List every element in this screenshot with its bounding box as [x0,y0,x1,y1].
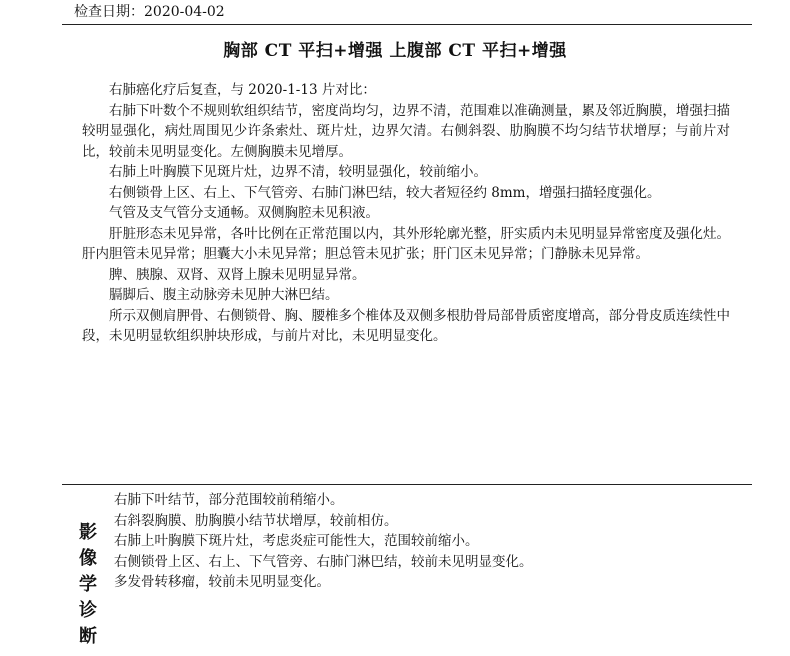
findings-paragraph: 肝脏形态未见异常，各叶比例在正常范围以内，其外形轮廓光整，肝实质内未见明显异常密度及强化灶。肝内胆管未见异常；胆囊大小未见异常；胆总管未见扩张；肝门区未见异常；门静脉未见异常。 [82,225,730,262]
section-divider [62,484,752,485]
findings-paragraph: 所示双侧肩胛骨、右侧锁骨、胸、腰椎多个椎体及双侧多根肋骨局部骨质密度增高，部分骨皮质连续性中段，未见明显软组织肿块形成，与前片对比，未见明显变化。 [82,307,730,344]
diagnosis-line: 右肺下叶结节，部分范围较前稍缩小。 [114,492,344,508]
findings-paragraph: 右肺癌化疗后复查，与 2020-1-13 片对比： [109,82,376,98]
diagnosis-label-char: 诊 [79,600,97,621]
findings-paragraph: 右肺上叶胸膜下见斑片灶，边界不清，较明显强化，较前缩小。 [109,164,487,180]
exam-date: 检查日期：2020-04-02 [74,4,225,20]
diagnosis-label-char: 断 [79,626,97,647]
findings-paragraph: 右肺下叶数个不规则软组织结节，密度尚均匀，边界不清，范围难以准确测量，累及邻近胸膜，增强扫描较明显强化，病灶周围见少许条索灶、斑片灶，边界欠清。右侧斜裂、肋胸膜不均匀结节状增厚；与前片对比，较前未见明显变化。左侧胸膜未见增厚。 [82,102,730,160]
diagnosis-line: 右肺上叶胸膜下斑片灶，考虑炎症可能性大，范围较前缩小。 [114,533,479,549]
findings-section [82,80,730,347]
diagnosis-label-char: 像 [79,548,97,569]
report-title: 胸部 CT 平扫+增强 上腹部 CT 平扫+增强 [223,41,567,61]
diagnosis-label-char: 影 [79,522,97,543]
diagnosis-label [74,520,102,650]
diagnosis-line: 右侧锁骨上区、右上、下气管旁、右肺门淋巴结，较前未见明显变化。 [114,553,533,570]
diagnosis-section [114,490,734,593]
diagnosis-label-char: 学 [79,574,97,595]
findings-paragraph: 右侧锁骨上区、右上、下气管旁、右肺门淋巴结，较大者短径约 8mm，增强扫描轻度强化。 [109,184,661,201]
diagnosis-line: 右斜裂胸膜、肋胸膜小结节状增厚，较前相仿。 [114,512,398,529]
findings-paragraph: 气管及支气管分支通畅。双侧胸腔未见积液。 [109,205,379,221]
findings-paragraph: 膈脚后、腹主动脉旁未见肿大淋巴结。 [109,287,339,303]
findings-paragraph: 脾、胰腺、双肾、双肾上腺未见明显异常。 [109,266,366,283]
header-divider [62,24,752,25]
diagnosis-line: 多发骨转移瘤，较前未见明显变化。 [114,574,330,590]
